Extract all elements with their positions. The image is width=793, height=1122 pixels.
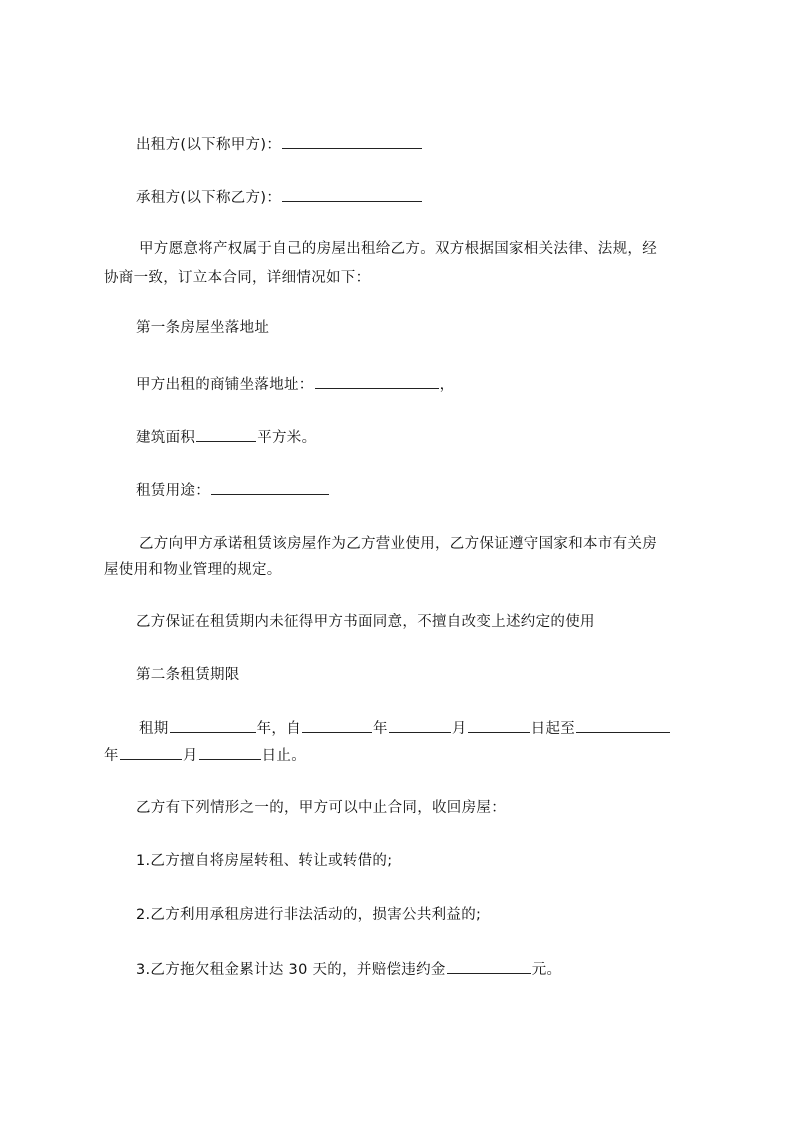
guarantee-line: 乙方保证在租赁期内未征得甲方书面同意，不擅自改变上述约定的使用 — [136, 614, 595, 630]
start-day-text: 日起至 — [530, 721, 576, 737]
termination-item-3 — [136, 958, 561, 980]
term-length-blank[interactable] — [170, 717, 256, 733]
term-line-2 — [104, 744, 306, 766]
area-prefix: 建筑面积 — [136, 430, 196, 446]
penalty-blank[interactable] — [447, 958, 531, 974]
intro-line-1: 甲方愿意将产权属于自己的房屋出租给乙方。双方根据国家相关法律、法规，经 — [139, 241, 657, 257]
termination-item-2: 2.乙方利用承租房进行非法活动的，损害公共利益的; — [136, 907, 482, 923]
term-line-1 — [139, 717, 671, 739]
start-month-blank[interactable] — [389, 717, 451, 733]
start-year-blank[interactable] — [302, 717, 372, 733]
end-day-text: 日止。 — [261, 748, 307, 764]
end-day-blank[interactable] — [199, 744, 261, 760]
end-year-blank[interactable] — [576, 717, 670, 733]
end-month-blank[interactable] — [120, 744, 182, 760]
area-suffix: 平方米。 — [257, 430, 317, 446]
lessor-line — [136, 133, 423, 155]
lessee-blank[interactable] — [282, 186, 422, 202]
term-prefix: 租期 — [139, 721, 169, 737]
lessee-line — [136, 186, 423, 208]
promise-line-1: 乙方向甲方承诺租赁该房屋作为乙方营业使用，乙方保证遵守国家和本市有关房 — [139, 536, 657, 552]
term-year-text: 年，自 — [256, 721, 302, 737]
article1-title: 第一条房屋坐落地址 — [136, 320, 270, 336]
usage-label: 租赁用途： — [136, 483, 210, 499]
usage-line — [136, 479, 330, 501]
end-year-text: 年 — [104, 748, 119, 764]
address-label: 甲方出租的商铺坐落地址： — [136, 377, 314, 393]
item3-prefix: 3.乙方拖欠租金累计达 30 天的，并赔偿违约金 — [136, 962, 446, 978]
end-month-text: 月 — [182, 748, 198, 764]
start-year-text: 年 — [373, 721, 388, 737]
area-line — [136, 426, 316, 448]
lessor-blank[interactable] — [282, 133, 422, 149]
terminate-intro: 乙方有下列情形之一的，甲方可以中止合同，收回房屋： — [136, 800, 506, 816]
address-suffix: ， — [439, 377, 455, 393]
lessee-label: 承租方(以下称乙方)： — [136, 190, 282, 206]
intro-line-2: 协商一致，订立本合同，详细情况如下： — [104, 270, 371, 286]
termination-item-1: 1.乙方擅自将房屋转租、转让或转借的; — [136, 853, 393, 869]
area-blank[interactable] — [196, 426, 256, 442]
start-day-blank[interactable] — [468, 717, 530, 733]
promise-line-2: 屋使用和物业管理的规定。 — [104, 562, 282, 578]
address-blank[interactable] — [315, 373, 439, 389]
lessor-label: 出租方(以下称甲方)： — [136, 137, 282, 153]
item3-suffix: 元。 — [531, 962, 562, 978]
usage-blank[interactable] — [211, 479, 329, 495]
start-month-text: 月 — [451, 721, 467, 737]
article2-title: 第二条租赁期限 — [136, 667, 240, 683]
address-line — [136, 373, 454, 395]
